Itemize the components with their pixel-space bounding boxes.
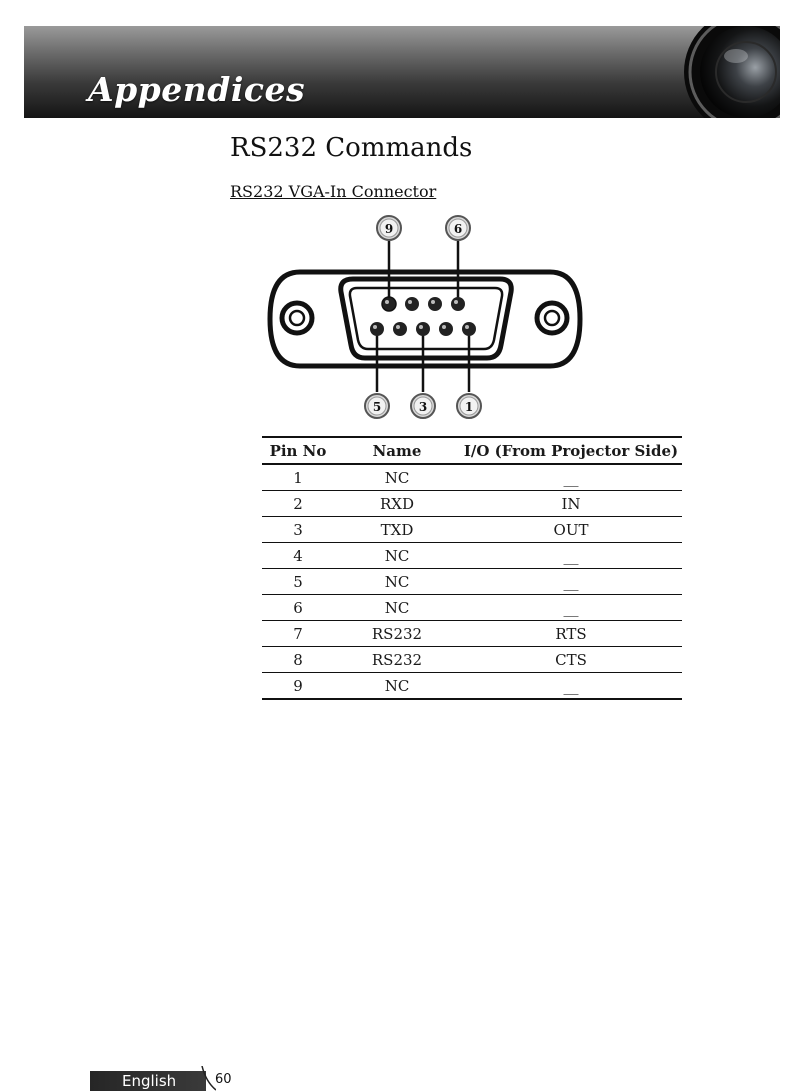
- db9-connector-diagram: [255, 212, 595, 427]
- pin-dot: [428, 297, 442, 311]
- pin-number-cell: 3: [262, 517, 334, 543]
- pin-number-cell: 7: [262, 621, 334, 647]
- table-row: [262, 673, 682, 700]
- table-row: [262, 621, 682, 647]
- pin-dot: [462, 322, 476, 336]
- callout-label: 6: [453, 222, 463, 236]
- callout-label: 1: [464, 400, 474, 414]
- section-subtitle: RS232 VGA-In Connector: [230, 182, 437, 201]
- footer-language: English: [122, 1072, 177, 1090]
- callout-label: 3: [418, 400, 428, 414]
- projector-lens-icon: [660, 26, 780, 118]
- table-row: [262, 491, 682, 517]
- pin-name-cell: TXD: [334, 517, 460, 543]
- pin-io-cell: __: [460, 464, 682, 491]
- table-row: [262, 647, 682, 673]
- pin-number-cell: 2: [262, 491, 334, 517]
- pin-name-cell: NC: [334, 595, 460, 621]
- pin-name-cell: RXD: [334, 491, 460, 517]
- section-title: RS232 Commands: [230, 133, 473, 163]
- table-header-row: [262, 437, 682, 464]
- pin-number-cell: 9: [262, 673, 334, 700]
- table-row: [262, 517, 682, 543]
- callout-badge-1: [457, 394, 481, 418]
- pin-number-cell: 4: [262, 543, 334, 569]
- callout-label: 9: [384, 222, 394, 236]
- column-header-name: Name: [334, 437, 460, 464]
- pin-dot: [382, 297, 396, 311]
- callout-badge-6: [446, 216, 470, 240]
- column-header-pin-no: Pin No: [262, 437, 334, 464]
- pin-io-cell: RTS: [460, 621, 682, 647]
- callout-badge-3: [411, 394, 435, 418]
- pin-name-cell: NC: [334, 464, 460, 491]
- pin-number-cell: 8: [262, 647, 334, 673]
- pin-dot: [416, 322, 430, 336]
- footer-divider-curve: [200, 1066, 216, 1091]
- table-row: [262, 464, 682, 491]
- pin-name-cell: NC: [334, 569, 460, 595]
- header-banner: [24, 26, 780, 118]
- connector-d-shell: [341, 279, 512, 358]
- pin-name-cell: NC: [334, 543, 460, 569]
- page-title: Appendices: [88, 70, 306, 109]
- callout-label: 5: [372, 400, 382, 414]
- pin-number-cell: 1: [262, 464, 334, 491]
- table-row: [262, 569, 682, 595]
- pin-dot: [439, 322, 453, 336]
- pin-dot: [451, 297, 465, 311]
- column-header-io: I/O (From Projector Side): [460, 437, 682, 464]
- table-row: [262, 595, 682, 621]
- pin-io-cell: __: [460, 543, 682, 569]
- callout-badge-9: [377, 216, 401, 240]
- pin-dot: [370, 322, 384, 336]
- callout-badge-5: [365, 394, 389, 418]
- pin-io-cell: CTS: [460, 647, 682, 673]
- pin-number-cell: 5: [262, 569, 334, 595]
- pin-name-cell: RS232: [334, 647, 460, 673]
- pin-io-cell: IN: [460, 491, 682, 517]
- pin-name-cell: NC: [334, 673, 460, 700]
- pin-name-cell: RS232: [334, 621, 460, 647]
- pin-table: [262, 436, 682, 700]
- pin-io-cell: OUT: [460, 517, 682, 543]
- pin-io-cell: __: [460, 569, 682, 595]
- pin-io-cell: __: [460, 673, 682, 700]
- pin-io-cell: __: [460, 595, 682, 621]
- pin-number-cell: 6: [262, 595, 334, 621]
- pin-dot: [405, 297, 419, 311]
- table-row: [262, 543, 682, 569]
- page-number: 60: [215, 1072, 232, 1087]
- pin-dot: [393, 322, 407, 336]
